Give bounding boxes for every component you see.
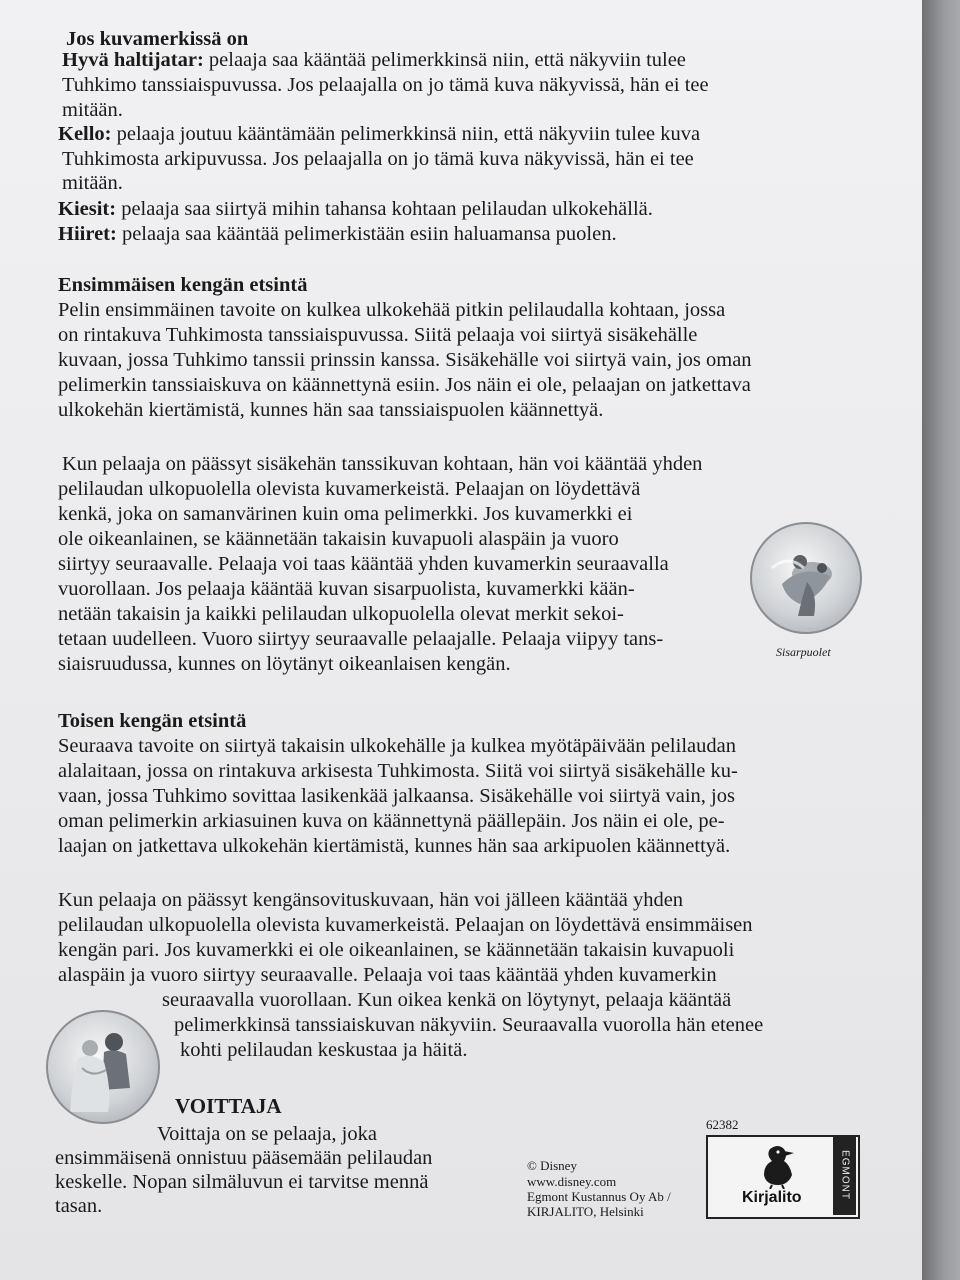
paragraph-line: ulkokehän kiertämistä, kunnes hän saa tanssiaispuolen käännettyä. xyxy=(58,399,604,421)
product-code: 62382 xyxy=(706,1117,739,1132)
winner-line: keskelle. Nopan silmäluvun ei tarvitse mennä xyxy=(55,1171,429,1193)
paragraph-line: Seuraava tavoite on siirtyä takaisin ulkokehälle ja kulkea myötäpäivään pelilaudan xyxy=(58,735,736,757)
intro-item-hyva-haltijatar: Hyvä haltijatar: pelaaja saa kääntää pelimerkkinsä niin, että näkyviin tulee xyxy=(62,49,686,71)
winner-line: tasan. xyxy=(55,1195,103,1217)
section-heading-first-shoe: Ensimmäisen kengän etsintä xyxy=(58,274,308,296)
kirjalito-logo-text: Kirjalito xyxy=(742,1189,802,1206)
intro-item-hiiret: Hiiret: pelaaja saa kääntää pelimerkistään esiin haluamansa puolen. xyxy=(58,223,617,245)
paragraph-line: netään takaisin ja kaikki pelilaudan ulkopuolella olevat merkit sekoi- xyxy=(58,603,624,625)
paragraph-line: Kun pelaaja on päässyt sisäkehän tanssikuvan kohtaan, hän voi kääntää yhden xyxy=(62,453,703,475)
bird-logo-icon xyxy=(748,1141,808,1189)
paragraph-line: pelilaudan ulkopuolella olevista kuvamerkeistä. Pelaajan on löydettävä ensimmäisen xyxy=(58,914,753,936)
intro-item-kiesit: Kiesit: pelaaja saa siirtyä mihin tahansa kohtaan pelilaudan ulkokehällä. xyxy=(58,198,653,220)
intro-item-line: Tuhkimosta arkipuvussa. Jos pelaajalla on jo tämä kuva näkyvissä, hän ei tee xyxy=(62,148,694,170)
dancing-couple-icon xyxy=(48,1012,158,1122)
paragraph-line: alalaitaan, jossa on rintakuva arkisesta Tuhkimosta. Siitä voi siirtyä sisäkehälle ku- xyxy=(58,760,738,782)
paragraph-line: siirtyy seuraavalle. Pelaaja voi taas kääntää yhden kuvamerkin seuraavalla xyxy=(58,553,669,575)
intro-item-line: Tuhkimo tanssiaispuvussa. Jos pelaajalla on jo tämä kuva näkyvissä, hän ei tee xyxy=(62,74,709,96)
intro-item-line: mitään. xyxy=(62,172,123,194)
paragraph-line: pelimerkkinsä tanssiaiskuvan näkyviin. Seuraavalla vuorolla hän etenee xyxy=(174,1014,764,1036)
paragraph-line: kengän pari. Jos kuvamerkki ei ole oikeanlainen, se käännetään takaisin kuvapuoli xyxy=(58,939,735,961)
paragraph-line: pelimerkin tanssiaiskuva on käännettynä esiin. Jos näin ei ole, pelaajan on jatkettava xyxy=(58,374,751,396)
page-edge-shadow xyxy=(922,0,960,1280)
paragraph-line: on rintakuva Tuhkimosta tanssiaispuvussa. Siitä pelaaja voi siirtyä sisäkehälle xyxy=(58,324,698,346)
paragraph-line: kuvaan, jossa Tuhkimo tanssii prinssin kanssa. Sisäkehälle voi siirtyä vain, jos oman xyxy=(58,349,752,371)
egmont-brand-text: EGMONT xyxy=(839,1150,850,1200)
paragraph-line: ole oikeanlainen, se käännetään takaisin kuvapuoli alaspäin ja vuoro xyxy=(58,528,619,550)
winner-line: Voittaja on se pelaaja, joka xyxy=(157,1123,377,1145)
paragraph-line: kenkä, joka on samanvärinen kuin oma pelimerkki. Jos kuvamerkki ei xyxy=(58,503,633,525)
cinderella-prince-illustration xyxy=(46,1010,160,1124)
intro-item-kello: Kello: pelaaja joutuu kääntämään pelimerkkinsä niin, että näkyviin tulee kuva xyxy=(58,123,701,145)
stepsisters-figure-icon xyxy=(752,524,860,632)
stepsisters-caption: Sisarpuolet xyxy=(776,645,831,659)
intro-heading: Jos kuvamerkissä on xyxy=(66,28,249,50)
paragraph-line: alaspäin ja vuoro siirtyy seuraavalle. Pelaaja voi taas kääntää yhden kuvamerkin xyxy=(58,964,717,986)
paragraph-line: pelilaudan ulkopuolella olevista kuvamerkeistä. Pelaajan on löydettävä xyxy=(58,478,641,500)
paragraph-line: vaan, jossa Tuhkimo sovittaa lasikenkää jalkaansa. Sisäkehälle voi siirtyä vain, jos xyxy=(58,785,735,807)
credit-publisher: Egmont Kustannus Oy Ab / xyxy=(527,1189,671,1204)
paragraph-line: oman pelimerkin arkiasuinen kuva on käännettynä päällepäin. Jos näin ei ole, pe- xyxy=(58,810,725,832)
intro-item-line: mitään. xyxy=(62,99,123,121)
paragraph-line: seuraavalla vuorollaan. Kun oikea kenkä on löytynyt, pelaaja kääntää xyxy=(162,989,732,1011)
winner-heading: VOITTAJA xyxy=(175,1094,282,1118)
paragraph-line: Pelin ensimmäinen tavoite on kulkea ulkokehää pitkin pelilaudalla kohtaan, jossa xyxy=(58,299,726,321)
stepsisters-illustration xyxy=(750,522,862,634)
paragraph-line: vuorollaan. Jos pelaaja kääntää kuvan sisarpuolista, kuvamerkki kään- xyxy=(58,578,635,600)
paragraph-line: laajan on jatkettava ulkokehän kiertämistä, kunnes hän saa arkipuolen käännettyä. xyxy=(58,835,731,857)
winner-line: ensimmäisenä onnistuu pääsemään pelilaudan xyxy=(55,1147,433,1169)
credit-website: www.disney.com xyxy=(527,1174,617,1189)
paragraph-line: kohti pelilaudan keskustaa ja häitä. xyxy=(180,1039,468,1061)
paragraph-line: tetaan uudelleen. Vuoro siirtyy seuraavalle pelaajalle. Pelaaja viipyy tans- xyxy=(58,628,664,650)
egmont-brand-strip xyxy=(833,1135,856,1215)
credit-copyright: © Disney xyxy=(527,1158,577,1173)
section-heading-second-shoe: Toisen kengän etsintä xyxy=(58,710,247,732)
paragraph-line: siaisruudussa, kunnes on löytänyt oikeanlaisen kengän. xyxy=(58,653,511,675)
credit-city: KIRJALITO, Helsinki xyxy=(527,1204,644,1219)
paragraph-line: Kun pelaaja on päässyt kengänsovituskuvaan, hän voi jälleen kääntää yhden xyxy=(58,889,684,911)
